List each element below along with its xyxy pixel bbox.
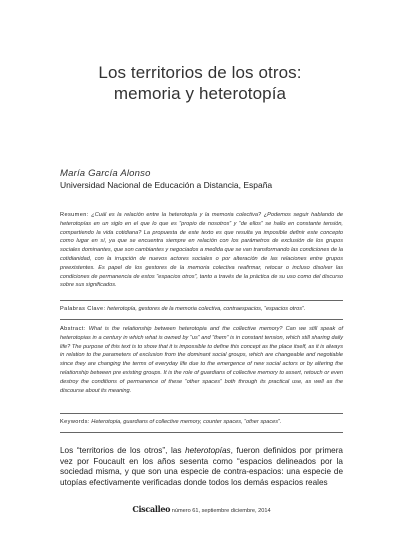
article-title <box>60 62 340 104</box>
keywords-label: Keywords: <box>60 419 90 425</box>
issue-info: número 61, septiembre diciembre, 2014 <box>171 508 271 514</box>
resumen-section <box>60 211 343 290</box>
body-text-start: Los “territorios de los otros”, las <box>60 446 186 455</box>
title-line-2: memoria y heterotopía <box>113 84 287 103</box>
journal-logo: Ciscalleo <box>132 504 171 514</box>
abstract-section <box>60 325 343 395</box>
author-name: María García Alonso <box>60 168 151 179</box>
body-paragraph <box>60 446 343 488</box>
divider <box>60 432 343 433</box>
divider <box>60 319 343 320</box>
divider <box>60 413 343 414</box>
resumen-text: ¿Cuál es la relación entre la heterotopía y la memoria colectiva? ¿Podemos seguir hablando de heterotopías en un siglo en el que lo que es “propio de nosotros” y “de ellos” se hallo en constante tensión, compartiendo la vida cotidiana? La propuesta de este texto es que resulta ya imposible definir este concepto como lugar en sí, ya que se encuentra siempre en relación con los parámetros de exclusión de los grupos sociales dominantes, que son cambiantes y negociados a medida que se van transformando las condiciones de la cotidianidad, con la irrupción de nuevos actores sociales o por alteración de las relaciones entre grupos preexistentes. Es papel de los gestores de la memoria colectiva reafirmar, retocar o incluso disolver las condiciones de permanencia de estos “espacios otros”, tanto a través de la práctica de su uso como del discurso sobre sus significados. <box>60 212 343 289</box>
palabras-clave-text: heterotopía, gestores de la memoria colectiva, contraespacios, “espacios otros”. <box>107 306 306 312</box>
resumen-label: Resumen: <box>60 212 89 218</box>
keywords-text: Heterotopia, guardians of collective memory, counter spaces, “other spaces”. <box>91 419 282 425</box>
page-footer <box>60 504 343 514</box>
keywords-section <box>60 418 343 427</box>
divider <box>60 300 343 301</box>
body-text-rest: , fueron definidos por primera vez por Foucault en los años sesenta como “espacios delineados por la sociedad misma, y que son una especie de contra-espacios: una especie de utopías efectivamente verificadas donde todos los demás espacios reales <box>60 446 343 487</box>
abstract-text: What is the relationship between heterotopia and the collective memory? Can we still speak of heterotopias in a century in which what is owned by “us” and “them” is in constant tension, which still sharing daily life? The purpose of this text is to show that it is impossible to define this concept as the place itself, as it is always in relation to the parameters of exclusion from the dominant social groups, which are changeable and negotiable since they are changing the terms of everyday life due to the emergence of new social actors or by altering the relationship between pre existing groups. It is the role of guardians of collective memory to assert, retouch or even destroy the conditions of permanence of these “other spaces” both through its practical use, as well as the discourse about its meaning. <box>60 326 344 394</box>
author-affiliation: Universidad Nacional de Educación a Distancia, España <box>60 180 273 190</box>
abstract-label: Abstract: <box>60 326 86 332</box>
body-italic-term: heterotopías <box>185 446 231 455</box>
title-line-1: Los territorios de los otros: <box>98 63 302 82</box>
palabras-clave-section <box>60 305 343 314</box>
palabras-clave-label: Palabras Clave: <box>60 306 106 312</box>
